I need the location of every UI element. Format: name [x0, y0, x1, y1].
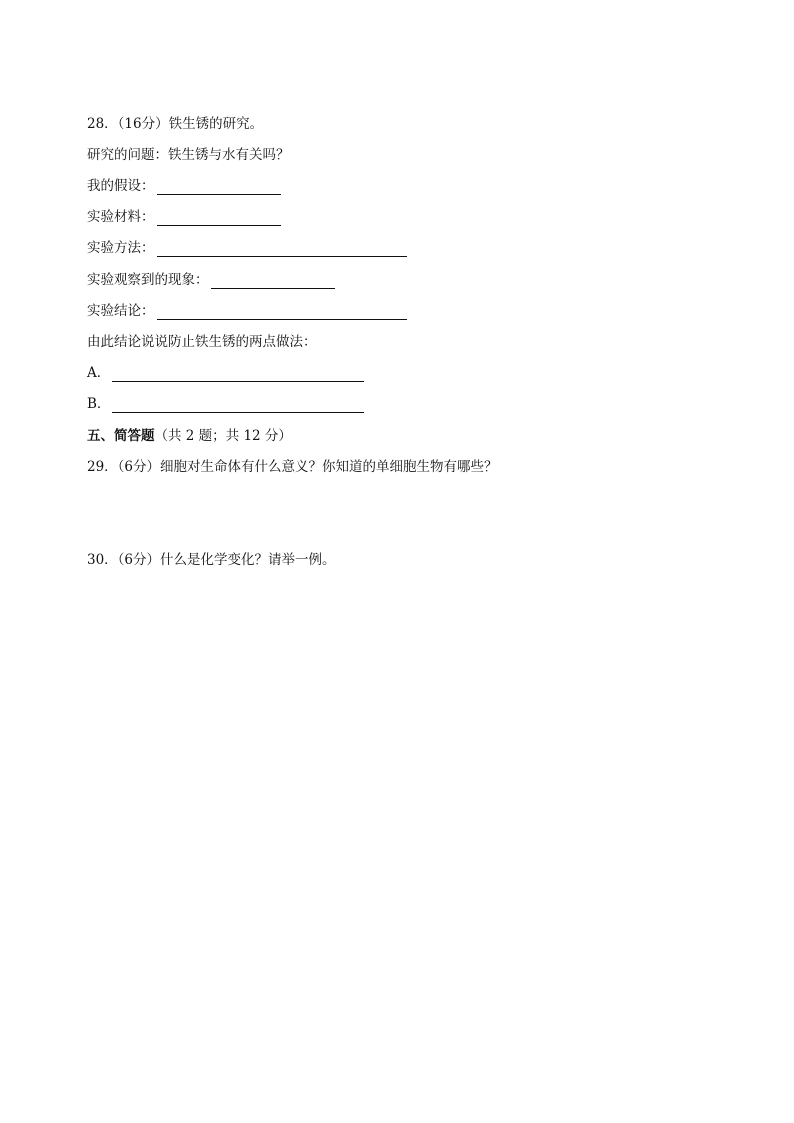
- q28-title: [87, 115, 263, 133]
- materials-blank[interactable]: [157, 211, 281, 226]
- q28-observation-row: [87, 271, 335, 289]
- q30: [87, 551, 336, 569]
- q28-conclusion-row: [87, 302, 407, 320]
- q28-option-b-row: [87, 395, 364, 413]
- option-a-label: A．: [87, 365, 111, 381]
- option-a-blank[interactable]: [112, 367, 364, 382]
- observation-label: 实验观察到的现象：: [87, 272, 209, 288]
- q28-title-text: 28．（16分）铁生锈的研究。: [87, 116, 264, 132]
- option-b-label: B．: [87, 396, 111, 412]
- method-blank[interactable]: [157, 242, 407, 257]
- hypothesis-label: 我的假设：: [87, 178, 155, 194]
- conclusion-label: 实验结论：: [87, 303, 155, 319]
- prevention-prompt-text: 由此结论说说防止铁生锈的两点做法：: [87, 334, 317, 350]
- q30-text: 30．（6分）什么是化学变化？请举一例。: [87, 552, 336, 568]
- hypothesis-blank[interactable]: [157, 180, 281, 195]
- option-b-blank[interactable]: [112, 398, 364, 413]
- section-5-heading: [87, 427, 292, 445]
- method-label: 实验方法：: [87, 240, 155, 256]
- q29: [87, 458, 498, 476]
- q29-text: 29．（6分）细胞对生命体有什么意义？你知道的单细胞生物有哪些？: [87, 459, 498, 475]
- conclusion-blank[interactable]: [157, 305, 407, 320]
- q28-option-a-row: [87, 364, 364, 382]
- q28-question: [87, 146, 290, 164]
- observation-blank[interactable]: [211, 274, 335, 289]
- q28-materials-row: [87, 208, 281, 226]
- q28-question-text: 研究的问题：铁生锈与水有关吗？: [87, 147, 290, 163]
- q28-hypothesis-row: [87, 177, 281, 195]
- q28-prevention-prompt: [87, 333, 317, 351]
- section-5-meta: （共 2 题；共 12 分）: [154, 428, 292, 444]
- section-5-heading-text: 五、简答题: [87, 428, 155, 444]
- materials-label: 实验材料：: [87, 209, 155, 225]
- q28-method-row: [87, 239, 407, 257]
